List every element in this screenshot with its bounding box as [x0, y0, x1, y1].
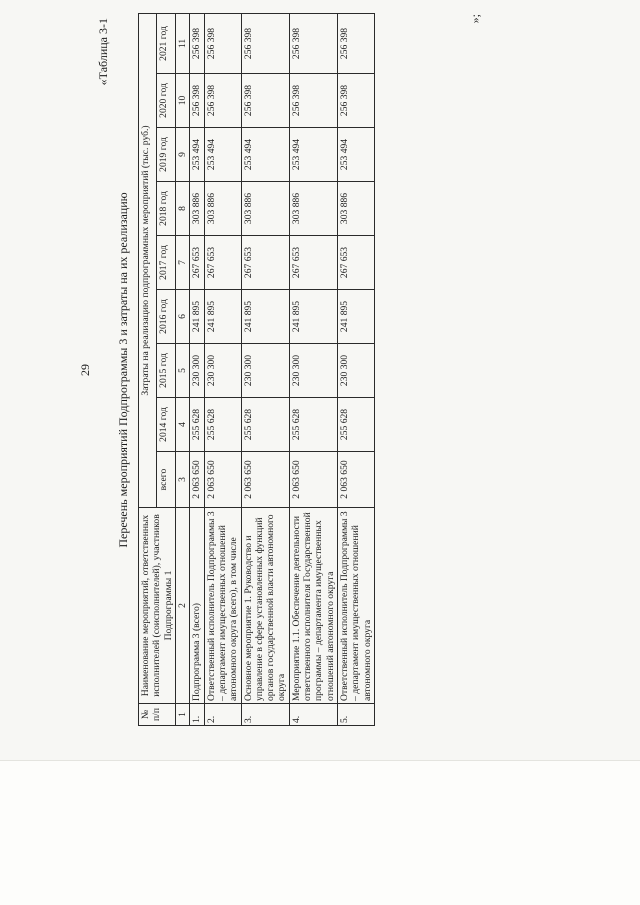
- header-year: 2021 год: [157, 13, 175, 73]
- cell-year: 230 300: [190, 344, 204, 398]
- row-number: 2.: [204, 704, 241, 726]
- cell-year: 303 886: [190, 182, 204, 236]
- table-row: [338, 13, 375, 725]
- cell-year: 303 886: [204, 182, 241, 236]
- rotated-document-sheet: [80, 10, 560, 730]
- cell-year: 256 398: [190, 74, 204, 128]
- row-name: Мероприятие 1.1. Обеспечение деятельности ответственного исполнителя Государственной программы – департамента имущественных отношений автономного округа: [289, 508, 337, 704]
- header-year: 2017 год: [157, 236, 175, 290]
- page-number: 29: [78, 364, 92, 376]
- activities-cost-table: [138, 13, 375, 726]
- cell-year: 267 653: [338, 236, 375, 290]
- table-row: [204, 13, 241, 725]
- table-row: [289, 13, 337, 725]
- cell-year: 303 886: [338, 182, 375, 236]
- cell-total: 2 063 650: [338, 452, 375, 508]
- cell-year: 230 300: [289, 344, 337, 398]
- cell-year: 241 895: [204, 290, 241, 344]
- cell-year: 253 494: [338, 128, 375, 182]
- cell-year: 255 628: [190, 398, 204, 452]
- header-year: 2014 год: [157, 398, 175, 452]
- column-index: 10: [175, 74, 189, 128]
- row-number: 1.: [190, 704, 204, 726]
- column-index: 8: [175, 182, 189, 236]
- cell-year: 230 300: [204, 344, 241, 398]
- row-number: 4.: [289, 704, 337, 726]
- row-name: Ответственный исполнитель Подпрограммы 3 – департамент имущественных отношений автономного округа: [338, 508, 375, 704]
- row-name: Ответственный исполнитель Подпрограммы 3 – департамент имущественных отношений автономного округа (всего), в том числе: [204, 508, 241, 704]
- table-row: [190, 13, 204, 725]
- cell-year: 256 398: [204, 74, 241, 128]
- cell-total: 2 063 650: [204, 452, 241, 508]
- cell-year: 267 653: [190, 236, 204, 290]
- column-index: 2: [175, 508, 189, 704]
- cell-year: 267 653: [289, 236, 337, 290]
- column-index: 7: [175, 236, 189, 290]
- column-index: 11: [175, 13, 189, 73]
- row-name: Основное мероприятие 1. Руководство и управление в сфере установленных функций органов государственной власти автономного округа: [241, 508, 289, 704]
- row-name: Подпрограмма 3 (всего): [190, 508, 204, 704]
- header-row-1: [139, 13, 157, 725]
- cell-year: 253 494: [190, 128, 204, 182]
- cell-year: 255 628: [338, 398, 375, 452]
- header-year: 2015 год: [157, 344, 175, 398]
- cell-year: 253 494: [204, 128, 241, 182]
- header-year: 2018 год: [157, 182, 175, 236]
- cell-year: 230 300: [338, 344, 375, 398]
- cell-year: 256 398: [289, 13, 337, 73]
- cell-year: 267 653: [204, 236, 241, 290]
- column-index: 1: [175, 704, 189, 726]
- cell-year: 303 886: [289, 182, 337, 236]
- header-number: № п/п: [139, 704, 176, 726]
- cell-year: 256 398: [338, 13, 375, 73]
- table-title: Перечень мероприятий Подпрограммы 3 и затраты на их реализацию: [116, 192, 130, 548]
- cell-year: 241 895: [190, 290, 204, 344]
- cell-year: 256 398: [241, 13, 289, 73]
- header-year: 2016 год: [157, 290, 175, 344]
- cell-year: 255 628: [241, 398, 289, 452]
- header-year: 2019 год: [157, 128, 175, 182]
- cell-total: 2 063 650: [241, 452, 289, 508]
- column-index: 5: [175, 344, 189, 398]
- cell-year: 256 398: [241, 74, 289, 128]
- cell-year: 256 398: [289, 74, 337, 128]
- cell-year: 253 494: [289, 128, 337, 182]
- cell-year: 267 653: [241, 236, 289, 290]
- header-costs-group: Затраты на реализацию подпрограммных мероприятий (тыс. руб.): [139, 13, 157, 507]
- column-index: 9: [175, 128, 189, 182]
- cell-year: 256 398: [338, 74, 375, 128]
- cell-year: 230 300: [241, 344, 289, 398]
- row-number: 5.: [338, 704, 375, 726]
- table-row: [241, 13, 289, 725]
- cell-year: 303 886: [241, 182, 289, 236]
- cell-year: 241 895: [289, 290, 337, 344]
- column-index-row: [175, 13, 189, 725]
- closing-quote-mark: »;: [468, 14, 482, 24]
- row-number: 3.: [241, 704, 289, 726]
- cell-total: 2 063 650: [289, 452, 337, 508]
- cell-total: 2 063 650: [190, 452, 204, 508]
- header-year: 2020 год: [157, 74, 175, 128]
- cell-year: 255 628: [289, 398, 337, 452]
- cell-year: 253 494: [241, 128, 289, 182]
- column-index: 6: [175, 290, 189, 344]
- cell-year: 241 895: [241, 290, 289, 344]
- header-name: Наименование мероприятий, ответственных исполнителей (соисполнителей), участников Подпрограммы 1: [139, 508, 176, 704]
- column-index: 4: [175, 398, 189, 452]
- header-total: всего: [157, 452, 175, 508]
- cell-year: 256 398: [204, 13, 241, 73]
- column-index: 3: [175, 452, 189, 508]
- table-caption: «Таблица 3-1: [96, 18, 110, 86]
- cell-year: 256 398: [190, 13, 204, 73]
- cell-year: 255 628: [204, 398, 241, 452]
- cell-year: 241 895: [338, 290, 375, 344]
